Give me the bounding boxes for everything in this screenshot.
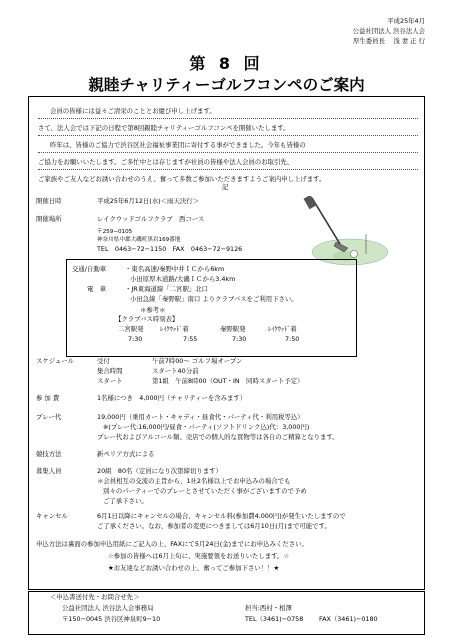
intro-line: 昨年は、皆様のご協力で渋谷区社会福祉事業団に寄付する事ができました。今年も皆様の (50, 141, 306, 149)
schedule-3-label: スタート (97, 377, 123, 385)
intro-rule (38, 152, 418, 153)
schedule-1-label: 受付 (97, 357, 110, 365)
cancel-line-2: ご了承ください。なお、参加者の変更につきましては6月10日(月)まで可能です。 (97, 522, 331, 530)
bus-header-1: 二宮駅発 (118, 325, 144, 333)
bus-time-3: 7:30 (232, 335, 247, 343)
venue-tel: TEL 0463−72−1150 FAX 0463−72−9126 (97, 245, 243, 253)
capacity-label: 募集人員 (36, 467, 62, 475)
venue-zip: 〒259−0105 (97, 229, 133, 235)
format-value: 新ペリア方式による (97, 450, 155, 458)
access-ref: ＊参考＊ (140, 306, 166, 314)
venue-name: レイクウッドゴルフクラブ 西コース (97, 215, 205, 223)
contact-org: 公益社団法人 渋谷法人会事務局 (62, 604, 154, 612)
schedule-1-value: 午前7時00〜 ゴルフ場オープン (152, 357, 243, 365)
issuer-org: 公益社団法人 渋谷法人会 (352, 27, 425, 35)
format-label: 競技方法 (36, 450, 62, 458)
play-fee-note-1: ※(プレー代:16,000円/昼食・パーティ(ソフトドリンク込)代：3,000円) (103, 423, 310, 431)
capacity-note-1: ＊会員相互の交流の主旨から、1社2名様以上でお申込みの場合でも (97, 477, 291, 485)
ki-heading: 記 (222, 183, 229, 191)
page-title-number: 第 8 回 (189, 54, 264, 73)
cancel-line-1: 6月1日以降にキャンセルの場合、キャンセル料(参加費4,000円)が発生いたしますので (97, 512, 346, 520)
capacity-value: 20組 80名（定員になり次第締切ります） (97, 467, 222, 475)
venue-address: 神奈川県中郡大磯町黒岩169番地 (97, 237, 181, 243)
access-car-2: 小田原厚木道路/大磯ＩＣから3.4km (130, 275, 236, 283)
contact-fax: FAX（3461)−0180 (319, 615, 378, 623)
bus-time-4: 7:50 (285, 335, 300, 343)
venue-label: 開催場所 (36, 215, 62, 223)
contact-address: 〒150−0045 渋谷区神泉町9−10 (62, 615, 161, 623)
issue-date: 平成25年4月 (387, 17, 425, 25)
intro-line: 会員の皆様には益々ご清栄のこととお慶び申し上げます。 (50, 107, 216, 115)
apply-notice: ☆参加の皆様へは6月上旬に、実施要領をお送りいたします。☆ (108, 552, 290, 560)
intro-rule (38, 135, 418, 136)
access-car-1: ・東名高速/秦野中井ＩＣから6km (125, 265, 225, 273)
fee-label: 参 加 費 (36, 394, 60, 402)
schedule-label: スケジュール (36, 357, 74, 365)
contact-person: 担当:西村・相澤 (245, 604, 292, 612)
access-box (66, 259, 357, 357)
play-fee-value: 19,000円（乗用カート・キャディ・昼食代・パーティ代・利用税等込） (97, 413, 304, 421)
bus-header-4: ﾚｲｸｳｯﾄﾞ着 (268, 325, 297, 333)
schedule-2-label: 集合時間 (97, 367, 123, 375)
play-fee-label: プレー代 (36, 413, 62, 421)
play-fee-note-2: プレー代およびアルコール類、売店での個人的な買物等は各自のご精算となります。 (97, 433, 339, 441)
apply-invitation: ★お友達などお誘い合わせの上、奮ってご参加下さい！！★ (108, 564, 280, 572)
intro-rule (38, 118, 418, 119)
access-train-2: 小田急線「秦野駅」南口 よりクラブバスをご利用下さい。 (130, 295, 298, 303)
cancel-label: キャンセル (36, 512, 68, 520)
capacity-note-2: 別々のパーティーでのプレーとさせていただく事がございますので予め (103, 487, 307, 495)
access-train-1: ・JR東海道線「二宮駅」北口 (125, 285, 209, 293)
bus-header-3: 秦野駅発 (220, 325, 246, 333)
intro-line: ご家族やご友人などお誘い合わせのうえ、奮って多数ご参加いただきますようご案内申し上げます。 (38, 175, 326, 183)
page-title: 親睦チャリティーゴルフコンペのご案内 (88, 76, 365, 94)
intro-line: ご協力をお願いいたします。ご多忙中とは存じますが社員の皆様や法人会員のお取引先、 (38, 158, 294, 166)
capacity-note-3: ご了承下さい。 (103, 497, 148, 505)
contact-tel: TEL（3461)−0758 (245, 615, 304, 623)
access-train-label: 電 車 (87, 285, 107, 293)
bus-timetable-title: 【クラブバス時刻表】 (115, 315, 179, 323)
date-label: 開催日時 (36, 197, 62, 205)
bus-time-2: 7:55 (183, 335, 198, 343)
date-value: 平成25年6月12日(水)＜雨天決行＞ (97, 197, 200, 205)
schedule-3-value: 第1組 午前8時00（OUT・IN 同時スタート予定） (152, 377, 304, 385)
contact-title: ＜申込書送付先・お問合せ先＞ (50, 593, 140, 601)
fee-value: 1名様につき 4,000円（チャリティーを含みます） (97, 394, 247, 402)
intro-rule (38, 169, 418, 170)
issuer-name: 厚生委員長 浅 妻 正 行 (352, 37, 425, 45)
apply-method: 申込方法は裏面の参加申込用紙にご記入の上、FAXにて5月24日(金)までにお申込みください。 (36, 540, 308, 548)
bus-header-2: ﾚｲｸｳｯﾄﾞ着 (160, 325, 189, 333)
schedule-2-value: スタート40分前 (152, 367, 199, 375)
access-car-label: 交通/自動車 (72, 265, 107, 273)
bus-time-1: 7:30 (128, 335, 143, 343)
intro-line: さて、法人会では下記の日程で第8回親睦チャリティーゴルフコンペを開催いたします。 (38, 124, 290, 132)
